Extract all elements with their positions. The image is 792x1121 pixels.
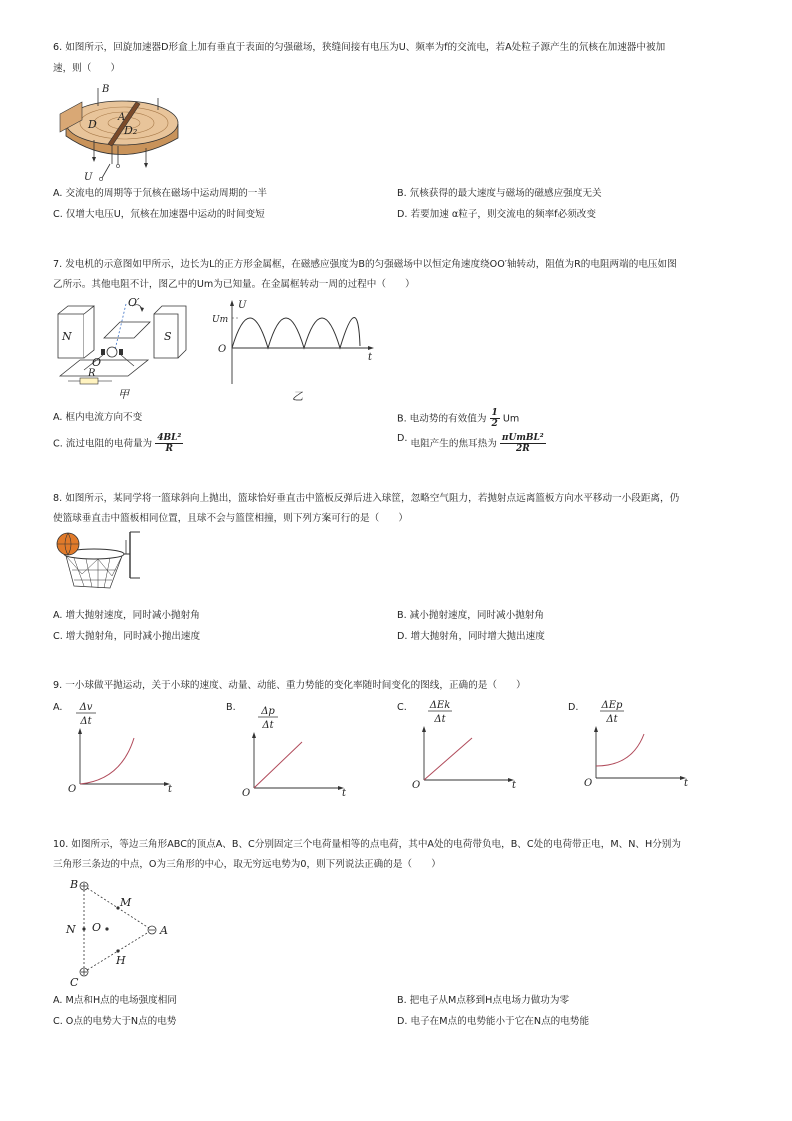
q9-option-a-label[interactable]: A. xyxy=(53,702,63,713)
q9-option-b-label[interactable]: B. xyxy=(226,702,236,713)
q6-label-D2: D₂ xyxy=(124,124,138,137)
q7-label-O: O xyxy=(92,356,102,369)
q9-graph-c-den: Δt xyxy=(434,714,446,725)
q6-label-U: U xyxy=(84,172,93,183)
q6-label-A: A xyxy=(118,112,126,123)
q10-stem-line2: 三角形三条边的中点，O为三角形的中心，取无穷远电势为0，则下列说法正确的是（ ） xyxy=(53,859,441,870)
q10-option-d[interactable]: D. 电子在M点的电势能小于它在N点的电势能 xyxy=(397,1016,590,1027)
q9-graph-c-num: ΔEk xyxy=(429,700,451,711)
q7-option-b-suffix: Um xyxy=(502,413,520,425)
q7-option-d-fraction xyxy=(500,433,546,454)
q8-option-c[interactable]: C. 增大抛射角，同时减小抛出速度 xyxy=(53,631,201,642)
q7-option-c[interactable] xyxy=(53,433,183,454)
q8-option-d[interactable]: D. 增大抛射角，同时增大抛出速度 xyxy=(397,631,545,642)
q7-graph-origin: O xyxy=(218,344,227,355)
q10-triangle-figure xyxy=(58,874,188,988)
q7-option-d-label: D. xyxy=(397,432,408,444)
q7-stem-line1: 7. 发电机的示意图如甲所示，边长为L的正方形金属框，在磁感应强度为B的匀强磁场中以恒定角速度绕OO′轴转动，阻值为R的电阻两端的电压如图 xyxy=(53,259,677,270)
q7-label-N: N xyxy=(62,330,72,343)
q7-option-d-den: 2R xyxy=(515,444,530,454)
q6-label-B: B xyxy=(102,84,110,95)
q9-graph-d-num: ΔEp xyxy=(601,700,623,711)
q9-option-c-label[interactable]: C. xyxy=(397,702,407,713)
q8-stem-line2: 使篮球垂直击中篮板相同位置，且球不会与篮筐相撞，则下列方案可行的是（ ） xyxy=(53,513,408,524)
q7-option-c-fraction xyxy=(155,433,183,454)
q9-graph-d-den: Δt xyxy=(606,714,618,725)
q7-option-d-num: πUmBL² xyxy=(501,433,544,443)
q10-option-a[interactable]: A. M点和H点的电场强度相同 xyxy=(53,995,177,1006)
q9-graph-a[interactable] xyxy=(66,696,186,798)
q9-graph-d-origin: O xyxy=(584,778,593,789)
q7-label-R: R xyxy=(88,368,96,379)
q8-option-a[interactable]: A. 增大抛射速度，同时减小抛射角 xyxy=(53,610,200,621)
q9-graph-b-origin: O xyxy=(242,788,251,799)
q10-label-O: O xyxy=(92,921,102,934)
q7-stem-line2: 乙所示。其他电阻不计，图乙中的Um为已知量。在金属框转动一周的过程中（ ） xyxy=(53,279,415,290)
q7-option-c-num: 4BL² xyxy=(157,433,182,443)
q9-graph-c-origin: O xyxy=(412,780,421,791)
q8-basketball-figure xyxy=(54,530,146,602)
q9-graph-a-t: t xyxy=(168,784,173,795)
q6-option-a[interactable]: A. 交流电的周期等于氘核在磁场中运动周期的一半 xyxy=(53,188,267,199)
q7-option-b-fraction xyxy=(490,408,500,429)
q10-stem-line1: 10. 如图所示，等边三角形ABC的顶点A、B、C分别固定三个电荷量相等的点电荷，其中A处的电荷带负电，B、C处的电荷带正电，M、N、H分别为 xyxy=(53,839,681,850)
q10-option-c[interactable]: C. O点的电势大于N点的电势 xyxy=(53,1016,177,1027)
q7-option-d[interactable] xyxy=(397,433,546,454)
q7-graph-axis-t: t xyxy=(368,352,373,363)
q9-graph-b-t: t xyxy=(342,788,347,799)
q7-option-b[interactable] xyxy=(397,408,519,429)
q10-label-B: B xyxy=(70,878,79,891)
q8-stem-line1: 8. 如图所示，某同学将一篮球斜向上抛出，篮球恰好垂直击中篮板反弹后进入球筐，忽略空气阻力，若抛射点远离篮板方向水平移动一小段距离，仍 xyxy=(53,493,680,504)
q6-option-b[interactable]: B. 氘核获得的最大速度与磁场的磁感应强度无关 xyxy=(397,188,602,199)
q7-label-O-prime: O′ xyxy=(128,296,140,309)
q10-label-M: M xyxy=(120,896,132,909)
q8-option-b[interactable]: B. 减小抛射速度，同时减小抛射角 xyxy=(397,610,544,621)
q10-label-H: H xyxy=(116,954,126,967)
q9-graph-d[interactable] xyxy=(582,694,702,794)
q9-graph-a-origin: O xyxy=(68,784,77,795)
q9-graph-c-t: t xyxy=(512,780,517,791)
q7-option-c-prefix: C. 流过电阻的电荷量为 xyxy=(53,438,153,450)
q7-option-a[interactable]: A. 框内电流方向不变 xyxy=(53,412,143,423)
q7-option-b-den: 2 xyxy=(491,419,498,429)
q9-option-d-label[interactable]: D. xyxy=(568,702,579,713)
q9-graph-a-num: Δv xyxy=(79,702,93,713)
q10-label-C: C xyxy=(70,976,79,988)
q7-graph-axis-U: U xyxy=(238,300,247,311)
q10-label-N: N xyxy=(66,923,76,936)
q6-option-d[interactable]: D. 若要加速 α粒子，则交流电的频率f必须改变 xyxy=(397,209,596,220)
q7-generator-figure xyxy=(54,294,194,402)
q6-stem-line1: 6. 如图所示，回旋加速器D形盒上加有垂直于表面的匀强磁场，狭缝间接有电压为U、频率为f的交流电，若A处粒子源产生的氘核在加速器中被加 xyxy=(53,42,666,53)
q6-cyclotron-figure xyxy=(54,80,184,186)
q9-graph-b[interactable] xyxy=(240,696,360,802)
q7-voltage-graph xyxy=(210,298,380,404)
q6-label-D1: D xyxy=(88,118,97,131)
q7-label-S: S xyxy=(164,330,172,343)
q10-label-A: A xyxy=(160,924,168,937)
q7-option-b-num: 1 xyxy=(491,408,498,418)
q6-stem-line2: 速，则（ ） xyxy=(53,63,121,74)
q7-option-b-prefix: B. 电动势的有效值为 xyxy=(397,413,487,425)
q7-graph-Um: Um xyxy=(212,315,229,325)
q9-graph-b-den: Δt xyxy=(262,720,274,731)
q7-caption-yi: 乙 xyxy=(292,390,303,403)
q7-option-c-den: R xyxy=(165,444,174,454)
q9-graph-d-t: t xyxy=(684,778,689,789)
q6-option-c[interactable]: C. 仅增大电压U，氘核在加速器中运动的时间变短 xyxy=(53,209,265,220)
q9-graph-c[interactable] xyxy=(410,694,530,796)
q7-caption-jia: 甲 xyxy=(118,388,129,401)
q9-stem: 9. 一小球做平抛运动，关于小球的速度、动量、动能、重力势能的变化率随时间变化的图线，正确的是（ ） xyxy=(53,680,526,691)
q9-graph-b-num: Δp xyxy=(261,706,275,717)
q9-graph-a-den: Δt xyxy=(80,716,92,727)
q10-option-b[interactable]: B. 把电子从M点移到H点电场力做功为零 xyxy=(397,995,570,1006)
q7-option-d-prefix: 电阻产生的焦耳热为 xyxy=(410,438,497,450)
